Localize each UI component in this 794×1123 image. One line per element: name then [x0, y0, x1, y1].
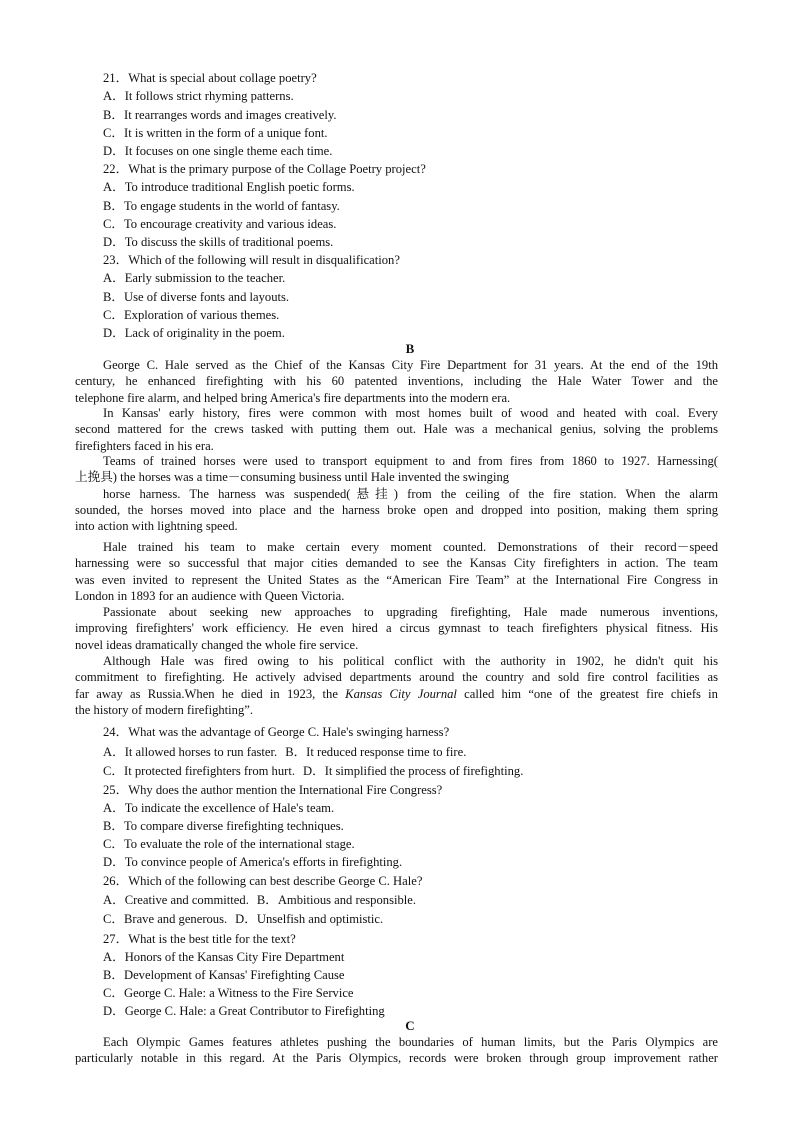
question-27-option-b: B．Development of Kansas' Firefighting Cause — [103, 968, 345, 982]
paragraph-line: telephone fire alarm, and helped bring America's fire departments into the modern era. — [75, 390, 511, 405]
paragraph-line: Although Hale was fired owing to his political conflict with the authority in 1902, he didn't quit his — [103, 654, 718, 668]
paragraph-line: Passionate about seeking new approaches to upgrading firefighting, Hale made numerous inventions, — [103, 605, 718, 619]
paragraph-line: into action with lightning speed. — [75, 519, 238, 534]
question-23-option-b: B．Use of diverse fonts and layouts. — [103, 290, 290, 304]
section-b-paragraph-3 — [75, 453, 718, 534]
question-24-option-b: B．It reduced response time to fire. — [285, 745, 467, 759]
question-21-option-b: B．It rearranges words and images creatively. — [103, 108, 337, 122]
paragraph-line: George C. Hale served as the Chief of the Kansas City Fire Department for 31 years. At the end of the 19th — [103, 358, 718, 372]
paragraph-line: London in 1893 for an audience with Queen Victoria. — [75, 588, 345, 603]
question-26-options-ab — [103, 889, 416, 908]
question-21-option-c: C．It is written in the form of a unique font. — [103, 126, 328, 140]
question-24-option-a: A．It allowed horses to run faster. — [103, 745, 278, 759]
paragraph-line: commitment to firefighting. He actively advised departments around the country and sold fire control facilities as — [75, 670, 718, 685]
question-24-stem: 24．What was the advantage of George C. Hale's swinging harness? — [103, 725, 450, 739]
question-26-option-c: C．Brave and generous. — [103, 912, 228, 926]
section-b-heading: B — [405, 341, 415, 356]
question-21-option-a: A．It follows strict rhyming patterns. — [103, 89, 294, 103]
paragraph-line: In Kansas' early history, fires were common with most homes built of wood and heated with coal. Every — [103, 406, 718, 420]
question-26-option-b: B．Ambitious and responsible. — [256, 893, 417, 907]
question-25-option-c: C．To evaluate the role of the international stage. — [103, 837, 355, 851]
question-25-stem: 25．Why does the author mention the International Fire Congress? — [103, 783, 443, 797]
question-27-option-d: D．George C. Hale: a Great Contributor to Firefighting — [103, 1004, 385, 1018]
question-26-stem: 26．Which of the following can best describe George C. Hale? — [103, 874, 423, 888]
section-b-paragraph-2 — [75, 405, 718, 454]
question-22-option-d: D．To discuss the skills of traditional poems. — [103, 235, 334, 249]
line-text: far away as Russia.When he died in 1923, the — [75, 686, 346, 701]
question-24-options-ab — [103, 741, 466, 760]
question-21-stem: 21．What is special about collage poetry? — [103, 71, 317, 85]
question-24-option-c: C．It protected firefighters from hurt. — [103, 764, 295, 778]
question-26-option-a: A．Creative and committed. — [103, 893, 249, 907]
question-22-option-b: B．To engage students in the world of fantasy. — [103, 199, 340, 213]
paragraph-line: Each Olympic Games features athletes pushing the boundaries of human limits, but the Paris Olympics are — [103, 1035, 718, 1049]
paragraph-line: firefighters faced in his era. — [75, 438, 214, 453]
section-b-paragraph-4 — [75, 539, 718, 604]
question-26-options-cd — [103, 908, 383, 927]
paragraph-line: second mattered for the crews tasked with putting them out. Hale was a mechanical genius, solving the problems — [75, 422, 718, 437]
paragraph-line: particularly notable in this regard. At the Paris Olympics, records were broken through group improvement rather — [75, 1051, 718, 1066]
question-27-option-a: A．Honors of the Kansas City Fire Department — [103, 950, 345, 964]
question-25-option-a: A．To indicate the excellence of Hale's team. — [103, 801, 335, 815]
question-23-option-d: D．Lack of originality in the poem. — [103, 326, 285, 340]
section-c-heading: C — [405, 1018, 415, 1033]
question-24-option-d: D．It simplified the process of firefighting. — [303, 764, 524, 778]
paragraph-line: 上挽具) the horses was a time－consuming business until Hale invented the swinging — [75, 470, 510, 485]
newspaper-title: Kansas City Journal — [345, 686, 457, 701]
paragraph-line: sounded, the horses moved into place and the harness broke open and dropped into position, making them spring — [75, 502, 718, 517]
question-27-option-c: C．George C. Hale: a Witness to the Fire Service — [103, 986, 354, 1000]
question-25-option-b: B．To compare diverse firefighting techniques. — [103, 819, 344, 833]
question-22-stem: 22．What is the primary purpose of the Collage Poetry project? — [103, 162, 426, 176]
question-21-option-d: D．It focuses on one single theme each time. — [103, 144, 333, 158]
line-text: called him “one of the greatest fire chiefs in — [456, 686, 718, 701]
question-27-stem: 27．What is the best title for the text? — [103, 932, 296, 946]
paragraph-line: Hale trained his team to make certain every moment counted. Demonstrations of their record－speed — [103, 540, 718, 554]
question-22-option-a: A．To introduce traditional English poetic forms. — [103, 180, 355, 194]
section-b-paragraph-5 — [75, 604, 718, 653]
paragraph-line: Teams of trained horses were used to transport equipment to and from fires from 1860 to 1927. Harnessing( — [103, 454, 718, 468]
section-b-paragraph-6 — [75, 653, 718, 718]
question-23-option-a: A．Early submission to the teacher. — [103, 271, 286, 285]
section-b-paragraph-1 — [75, 357, 718, 406]
question-22-option-c: C．To encourage creativity and various ideas. — [103, 217, 337, 231]
paragraph-line: novel ideas dramatically changed the whole fire service. — [75, 637, 359, 652]
question-26-option-d: D．Unselfish and optimistic. — [235, 912, 384, 926]
paragraph-line: was even invited to represent the United States as the “American Fire Team” at the International Fire Congress in — [75, 572, 718, 587]
question-23-stem: 23．Which of the following will result in disqualification? — [103, 253, 400, 267]
question-23-option-c: C．Exploration of various themes. — [103, 308, 280, 322]
paragraph-line — [75, 686, 718, 702]
paragraph-line: the history of modern firefighting”. — [75, 702, 254, 717]
section-c-paragraph-1 — [75, 1034, 718, 1067]
question-25-option-d: D．To convince people of America's efforts in firefighting. — [103, 855, 403, 869]
question-24-options-cd — [103, 760, 523, 779]
paragraph-line: improving firefighters' work efficiency. He even hired a circus gymnast to teach firefighters physical fitness. His — [75, 621, 718, 636]
paragraph-line: horse harness. The harness was suspended(悬挂) from the ceiling of the fire station. When the alarm — [103, 486, 718, 501]
paragraph-line: century, he enhanced firefighting with his 60 patented inventions, including the Hale Water Tower and the — [75, 374, 718, 389]
paragraph-line: harnessing were so successful that major cities demanded to see the Kansas City firefighters in action. The team — [75, 556, 718, 571]
